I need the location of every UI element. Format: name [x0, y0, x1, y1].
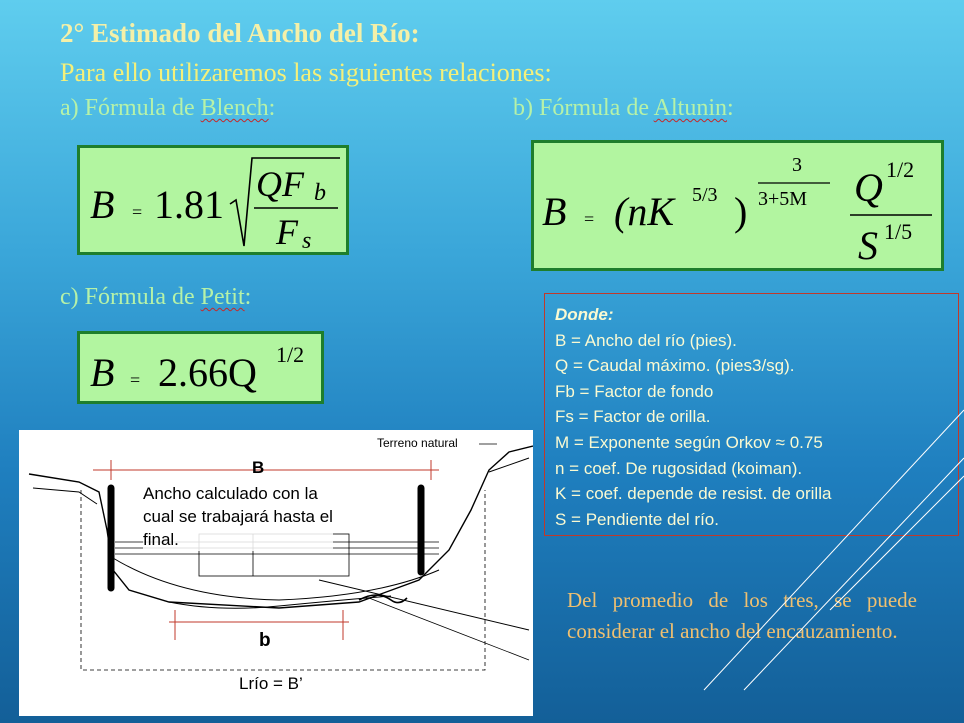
conclusion-text: Del promedio de los tres, se puede considerar el ancho del encauzamiento. — [567, 588, 917, 643]
eq-petit-equals: = — [130, 370, 141, 390]
eq-petit-rhs: 2.66Q — [158, 350, 257, 395]
decorative-line — [704, 410, 964, 690]
terrain-hatch-left — [33, 488, 97, 504]
formula-c-name: Petit — [200, 284, 245, 310]
eq-blench-equals: = — [132, 202, 143, 222]
ancho-note-line: cual se trabajará hasta el — [143, 507, 333, 526]
formula-c-label — [60, 284, 251, 311]
lrio-label: Lrío = B’ — [239, 674, 303, 693]
eq-blench-num-sub: b — [314, 180, 326, 206]
slope-line — [369, 598, 529, 660]
dimension-B-label: B — [252, 458, 265, 477]
eq-altunin-den: S — [858, 223, 878, 268]
blench-equation — [80, 148, 352, 258]
eq-altunin-base: (nK — [614, 189, 674, 234]
eq-altunin-den-exp: 1/5 — [884, 219, 913, 244]
eq-altunin-equals: = — [584, 209, 595, 229]
decorative-line — [744, 458, 964, 690]
eq-altunin-base-exp: 5/3 — [692, 184, 718, 206]
dimension-b-label: b — [259, 630, 271, 651]
formula-b-label — [513, 95, 734, 122]
blench-formula-box — [77, 145, 349, 255]
eq-blench-coef: 1.81 — [154, 182, 224, 227]
altunin-equation — [534, 143, 947, 274]
legend-line: Fs = Factor de orilla. — [555, 407, 711, 427]
formula-c-prefix: c) Fórmula de — [60, 284, 201, 310]
legend-line: Q = Caudal máximo. (pies3/sg). — [555, 356, 795, 376]
formula-a-suffix: : — [268, 95, 276, 121]
formula-c-suffix: : — [244, 284, 252, 310]
legend-line: M = Exponente según Orkov ≈ 0.75 — [555, 432, 823, 452]
ancho-note-line: final. — [143, 530, 179, 549]
formula-b-name: Altunin — [653, 95, 727, 121]
slope-line — [319, 580, 529, 630]
river-cross-section-diagram — [19, 430, 533, 716]
decorative-lines — [680, 400, 964, 700]
eq-petit-lhs: B — [90, 350, 115, 395]
altunin-formula-box — [531, 140, 944, 271]
eq-petit-exp: 1/2 — [276, 342, 305, 367]
formula-a-label — [60, 95, 275, 122]
legend-line: K = coef. depende de resist. de orilla — [555, 484, 832, 504]
slide-title: 2° Estimado del Ancho del Río: — [60, 18, 420, 48]
eq-altunin-exp-den: 3+5M — [758, 188, 808, 210]
legend-line: S = Pendiente del río. — [555, 509, 719, 529]
terreno-natural-label: Terreno natural — [377, 436, 458, 450]
eq-blench-lhs: B — [90, 182, 115, 227]
formula-b-prefix: b) Fórmula de — [513, 95, 654, 121]
eq-blench-den-sub: s — [302, 228, 312, 254]
legend-line: B = Ancho del río (pies). — [555, 330, 737, 350]
slide-subtitle: Para ello utilizaremos las siguientes relaciones: — [60, 58, 552, 87]
eq-altunin-num: Q — [854, 165, 883, 210]
eq-altunin-exp-num: 3 — [792, 154, 802, 176]
legend-heading: Donde: — [555, 305, 614, 324]
petit-formula-box — [77, 331, 324, 404]
eq-blench-den: F — [276, 212, 298, 252]
ancho-calculado-note — [143, 482, 333, 551]
channel-bed — [113, 558, 439, 600]
eq-altunin-lhs: B — [542, 189, 567, 234]
formula-a-name: Blench — [200, 95, 269, 121]
legend-line: n = coef. De rugosidad (koiman). — [555, 458, 803, 478]
eq-altunin-num-exp: 1/2 — [886, 157, 915, 182]
eq-blench-num: QF — [256, 164, 304, 204]
formula-a-prefix: a) Fórmula de — [60, 95, 201, 121]
formula-b-suffix: : — [727, 95, 734, 121]
eq-altunin-close: ) — [734, 189, 748, 234]
petit-equation — [80, 334, 327, 407]
ancho-note-line: Ancho calculado con la — [143, 484, 318, 503]
legend-line: Fb = Factor de fondo — [555, 381, 714, 401]
decorative-line — [830, 476, 964, 610]
